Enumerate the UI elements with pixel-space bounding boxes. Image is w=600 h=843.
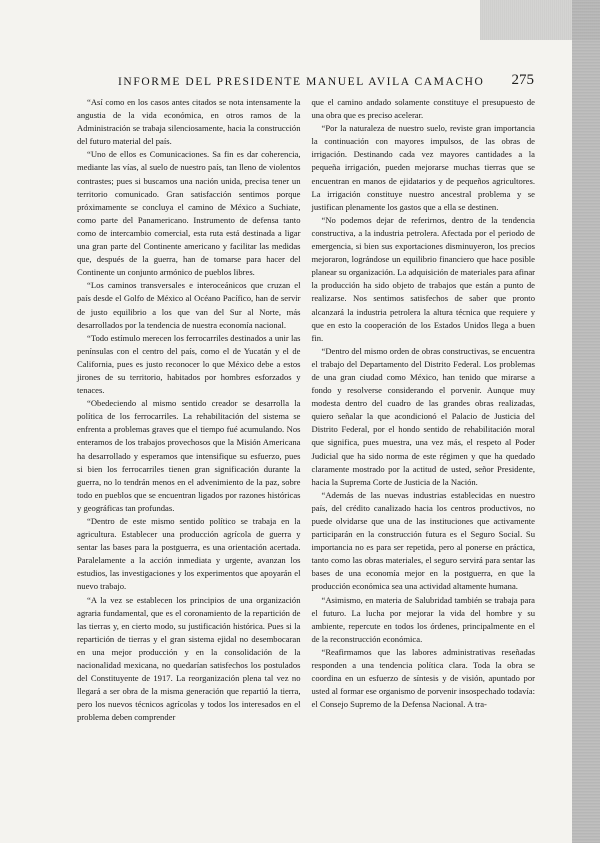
paragraph: “Obedeciendo al mismo sentido creador se desarrolla la política de los ferrocarriles. La rehabilitación del sistema se enfrenta a problemas graves que el tiempo fué acumulando. Nos enteramos de los trabajos provechosos que la Misión Americana ha desarrollado y esperamos que intensifique su esfuerzo, pues si bien los ferrocarriles tienen gran significación durante la guerra, no lo tendrán menos en el advenimiento de la paz, sobre todo en pueblos que se encuentran ligados por razones históricas y geográficas tan profundas. (77, 398, 301, 513)
paragraph: “Dentro del mismo orden de obras constructivas, se encuentra el trabajo del Departamento del Distrito Federal. Los problemas de una gran ciudad como México, han tenido que mirarse a fondo y resolverse considerando el porvenir. Aunque muy modesta dentro del cuadro de las grandes obras realizadas, quiero señalar la que acondicionó el Palacio de Justicia del Distrito Federal, por el hondo sentido de rehabilitación moral que significa, pues muestra, una vez más, el respeto al Poder Judicial que ha sido norma de este régimen y que ha quedado claramente mostrado por la actitud de usted, señor Presidente, hacia la Suprema Corte de Justicia de la Nación. (311, 345, 535, 487)
paragraph: “Por la naturaleza de nuestro suelo, reviste gran importancia la continuación con mayores impulsos, de las obras de irrigación. Destinando cada vez mayores cantidades a la pequeña irrigación, pueden mejorarse muchas tierras que se encuentran en manos de ejidatarios y de pequeños agricultores. La irrigación constituye nuestro ancestral problema y se justifican plenamente los gastos que a ella se destinen. (311, 123, 535, 212)
paragraph: “Así como en los casos antes citados se nota intensamente la angustia de la vida económica, en otros ramos de la Administración se trabaja silenciosamente, hacia la construcción del futuro material del país. (77, 97, 301, 147)
running-title: INFORME DEL PRESIDENTE MANUEL AVILA CAMACHO (118, 76, 485, 88)
page-header (118, 72, 534, 94)
text-columns (77, 96, 535, 786)
paragraph: “Además de las nuevas industrias establecidas en nuestro país, del crédito canalizado hacia los centros productivos, no puede olvidarse que una de las instituciones que activamente participarán en la construcción futura es el Seguro Social. Su importancia no es para ser repetida, pero al ponerse en práctica, tanto como las obras materiales, el seguro servirá para sentar las bases de una economía mejor en la postguerra, en que la producción económica sea una actividad altamente humana. (311, 489, 535, 592)
page-number: 275 (511, 72, 534, 88)
scan-border-right (572, 0, 600, 843)
paragraph: “Los caminos transversales e interoceánicos que cruzan el país desde el Golfo de México al Océano Pacífico, han de servir de justo equilibrio a los que van del Sur al Norte, más desarrollados por la tendencia de nuestra economía nacional. (77, 280, 301, 330)
paragraph: “Todo estímulo merecen los ferrocarriles destinados a unir las penínsulas con el centro del país, como el de Yucatán y el de California, pues es justo reconocer lo que México debe a estos jirones de su territorio, habitados por hombres esforzados y tenaces. (77, 332, 301, 396)
paragraph: “Uno de ellos es Comunicaciones. Sa fin es dar coherencia, mediante las vías, al suelo de nuestro país, tan lleno de violentos contrastes; pues si buscamos una nación unida, precisa tener un territorio comunicado. Gran satisfacción sentimos porque próximamente se concluya el camino de México a Suchiate, como parte del Panamericano. Instrumento de defensa tanto como de intercambio comercial, esta ruta está destinada a ligar una gran parte del Continente americano y facilitar las medidas que, después de la guerra, han de tomarse para hacer del Continente un conjunto armónico de pueblos libres. (77, 149, 301, 278)
paragraph: “Dentro de este mismo sentido político se trabaja en la agricultura. Establecer una producción agrícola de guerra y sentar las bases para la postguerra, es una orientación acertada. Paralelamente a la acción inmediata y urgente, avanzan los estudios, las investigaciones y los experimentos que apoyarán el nuevo trabajo. (77, 516, 301, 592)
paragraph: “No podemos dejar de referirnos, dentro de la tendencia constructiva, a la industria petrolera. Afectada por el periodo de emergencia, si bien sus exportaciones disminuyeron, los precios mejoraron, lográndose un equilibrio financiero que hace posible planear su organización. La adquisición de materiales para afinar la producción ha sido objeto de trabajos que están a punto de realizarse. Nos sentimos satisfechos de saber que pronto alcanzará la industria petrolera la altura técnica que requiere y que en esto la cooperación de los Estados Unidos llega a buen fin. (311, 214, 535, 343)
paragraph-continued: que el camino andado solamente constituye el presupuesto de una obra que es preciso acelerar. (311, 97, 535, 121)
right-column (312, 96, 536, 786)
left-column (77, 96, 301, 786)
paragraph: “Reafirmamos que las labores administrativas reseñadas responden a una tendencia política clara. Toda la obra se coordina en un esfuerzo de síntesis y de visión, apuntado por usted al formar ese organismo de porvenir insospechado todavía: el Consejo Supremo de la Defensa Nacional. A tra- (311, 646, 535, 710)
paragraph: “A la vez se establecen los principios de una organización agraria fundamental, que es el coronamiento de la repartición de las tierras y, en cierto modo, su justificación histórica. Pues si la repartición de tierras y el gran sistema ejidal no desembocaran en una mejor producción y en la consolidación de la nacionalidad mexicana, no quedarían satisfechos los postulados del Constituyente de 1917. La reorganización plena tal vez no llegará a ser obra de la misma generación que repartió la tierra, pero los nuevos técnicos agrícolas y todos los interesados en el problema deben comprender (77, 594, 301, 723)
paragraph: “Asimismo, en materia de Salubridad también se trabaja para el futuro. La lucha por mejorar la vida del hombre y su ambiente, repercute en todos los órdenes, principalmente en el de la reconstrucción económica. (311, 594, 535, 644)
